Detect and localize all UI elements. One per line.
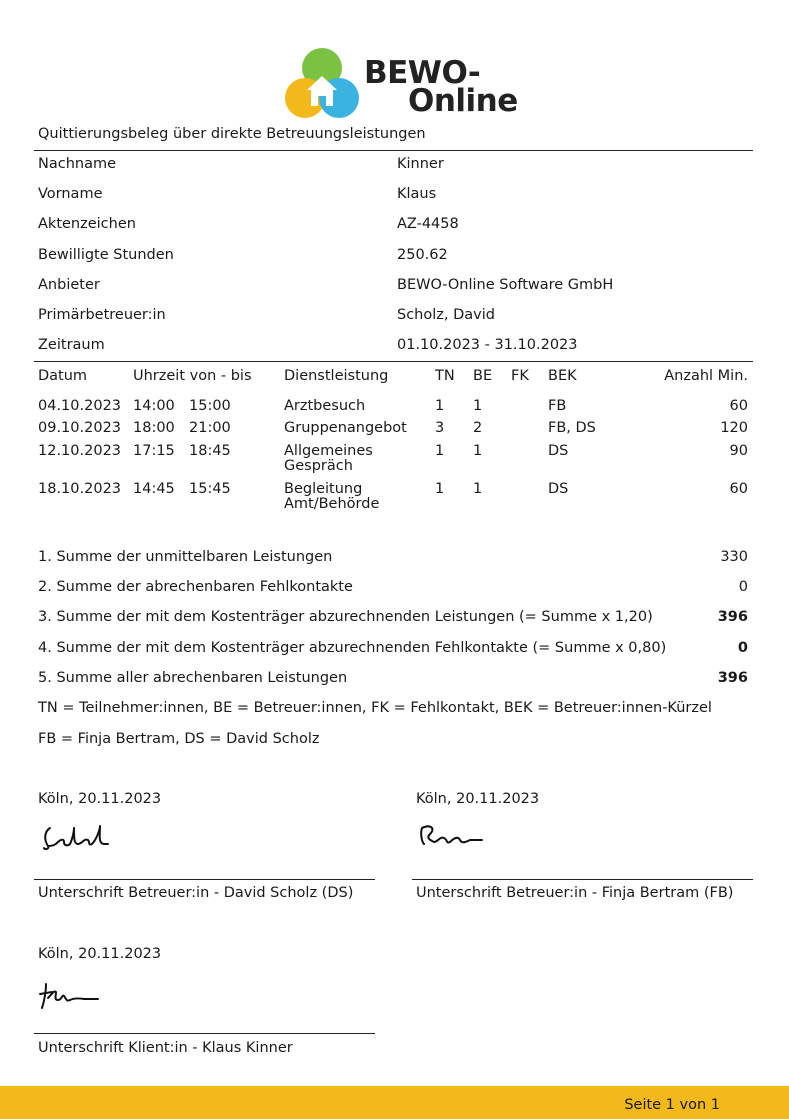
logo-mark-icon xyxy=(284,46,364,122)
cell-be: 1 xyxy=(473,443,483,459)
signature-line xyxy=(412,879,753,880)
col-header-be: BE xyxy=(473,368,493,384)
page-number: Seite 1 von 1 xyxy=(624,1097,720,1113)
signature-place-date: Köln, 20.11.2023 xyxy=(38,791,162,807)
abbreviation-legend: TN = Teilnehmer:innen, BE = Betreuer:innen, FK = Fehlkontakt, BEK = Betreuer:innen-Kürzel xyxy=(38,700,712,716)
handwritten-signature-kk xyxy=(38,980,118,1014)
cell-bek: DS xyxy=(548,481,569,497)
col-header-uhrzeit: Uhrzeit von - bis xyxy=(133,368,252,384)
sum-label-1: 1. Summe der unmittelbaren Leistungen xyxy=(38,549,333,565)
sum-value-4: 0 xyxy=(737,640,748,656)
sum-label-5: 5. Summe aller abrechenbaren Leistungen xyxy=(38,670,348,686)
cell-von: 18:00 xyxy=(133,420,175,436)
info-value-nachname: Kinner xyxy=(397,156,444,172)
cell-tn: 1 xyxy=(435,481,445,497)
cell-datum: 18.10.2023 xyxy=(38,481,122,497)
info-label-anbieter: Anbieter xyxy=(38,277,100,293)
sum-label-4: 4. Summe der mit dem Kostenträger abzurechnenden Fehlkontakte (= Summe x 0,80) xyxy=(38,640,667,656)
col-header-dienstleistung: Dienstleistung xyxy=(284,368,389,384)
cell-bis: 15:00 xyxy=(189,398,231,414)
info-value-anbieter: BEWO-Online Software GmbH xyxy=(397,277,614,293)
page-footer xyxy=(0,1086,789,1119)
cell-anzahl-min: 60 xyxy=(729,481,748,497)
info-label-zeitraum: Zeitraum xyxy=(38,337,105,353)
cell-tn: 1 xyxy=(435,398,445,414)
info-value-vorname: Klaus xyxy=(397,186,437,202)
signature-caption: Unterschrift Klient:in - Klaus Kinner xyxy=(38,1040,293,1056)
cell-bek: DS xyxy=(548,443,569,459)
cell-anzahl-min: 90 xyxy=(729,443,748,459)
cell-bis: 21:00 xyxy=(189,420,231,436)
cell-von: 17:15 xyxy=(133,443,175,459)
sum-value-1: 330 xyxy=(720,549,748,565)
signature-caption: Unterschrift Betreuer:in - David Scholz (DS) xyxy=(38,885,354,901)
logo-text-line2: Online xyxy=(408,83,518,119)
cell-dienstleistung: Gruppenangebot xyxy=(284,420,407,436)
handwritten-signature-ds xyxy=(40,822,120,856)
signature-caption: Unterschrift Betreuer:in - Finja Bertram (FB) xyxy=(416,885,734,901)
cell-tn: 3 xyxy=(435,420,445,436)
signature-line xyxy=(34,1033,375,1034)
cell-anzahl-min: 120 xyxy=(720,420,748,436)
cell-tn: 1 xyxy=(435,443,445,459)
cell-datum: 09.10.2023 xyxy=(38,420,122,436)
cell-anzahl-min: 60 xyxy=(729,398,748,414)
info-value-stunden: 250.62 xyxy=(397,247,448,263)
bewo-online-logo xyxy=(284,46,518,122)
cell-be: 2 xyxy=(473,420,483,436)
col-header-anzahl-min: Anzahl Min. xyxy=(664,368,748,384)
col-header-tn: TN xyxy=(435,368,455,384)
info-value-zeitraum: 01.10.2023 - 31.10.2023 xyxy=(397,337,578,353)
sum-label-3: 3. Summe der mit dem Kostenträger abzurechnenden Leistungen (= Summe x 1,20) xyxy=(38,609,653,625)
sum-value-2: 0 xyxy=(738,579,748,595)
col-header-datum: Datum xyxy=(38,368,88,384)
cell-dienstleistung: Allgemeines Gespräch xyxy=(284,443,373,474)
col-header-fk: FK xyxy=(511,368,529,384)
cell-dienstleistung: Arztbesuch xyxy=(284,398,366,414)
col-header-bek: BEK xyxy=(548,368,577,384)
cell-bis: 18:45 xyxy=(189,443,231,459)
divider xyxy=(34,361,753,362)
staff-legend: FB = Finja Bertram, DS = David Scholz xyxy=(38,731,320,747)
info-value-primaerbetreuer: Scholz, David xyxy=(397,307,495,323)
document-title: Quittierungsbeleg über direkte Betreuungsleistungen xyxy=(38,126,426,142)
info-label-aktenzeichen: Aktenzeichen xyxy=(38,216,136,232)
info-label-vorname: Vorname xyxy=(38,186,103,202)
cell-bis: 15:45 xyxy=(189,481,231,497)
cell-bek: FB xyxy=(548,398,567,414)
info-value-aktenzeichen: AZ-4458 xyxy=(397,216,459,232)
cell-dienstleistung: Begleitung Amt/Behörde xyxy=(284,481,380,512)
sum-value-5: 396 xyxy=(717,670,748,686)
cell-datum: 04.10.2023 xyxy=(38,398,122,414)
cell-bek: FB, DS xyxy=(548,420,596,436)
cell-datum: 12.10.2023 xyxy=(38,443,122,459)
divider xyxy=(34,150,753,151)
handwritten-signature-fb xyxy=(416,820,496,854)
info-label-primaerbetreuer: Primärbetreuer:in xyxy=(38,307,166,323)
info-label-nachname: Nachname xyxy=(38,156,117,172)
info-label-stunden: Bewilligte Stunden xyxy=(38,247,174,263)
sum-value-3: 396 xyxy=(717,609,748,625)
cell-von: 14:45 xyxy=(133,481,175,497)
logo-text-line1: BEWO- xyxy=(364,55,481,91)
signature-line xyxy=(34,879,375,880)
signature-place-date: Köln, 20.11.2023 xyxy=(416,791,540,807)
cell-be: 1 xyxy=(473,398,483,414)
sum-label-2: 2. Summe der abrechenbaren Fehlkontakte xyxy=(38,579,353,595)
cell-be: 1 xyxy=(473,481,483,497)
signature-place-date: Köln, 20.11.2023 xyxy=(38,946,162,962)
cell-von: 14:00 xyxy=(133,398,175,414)
